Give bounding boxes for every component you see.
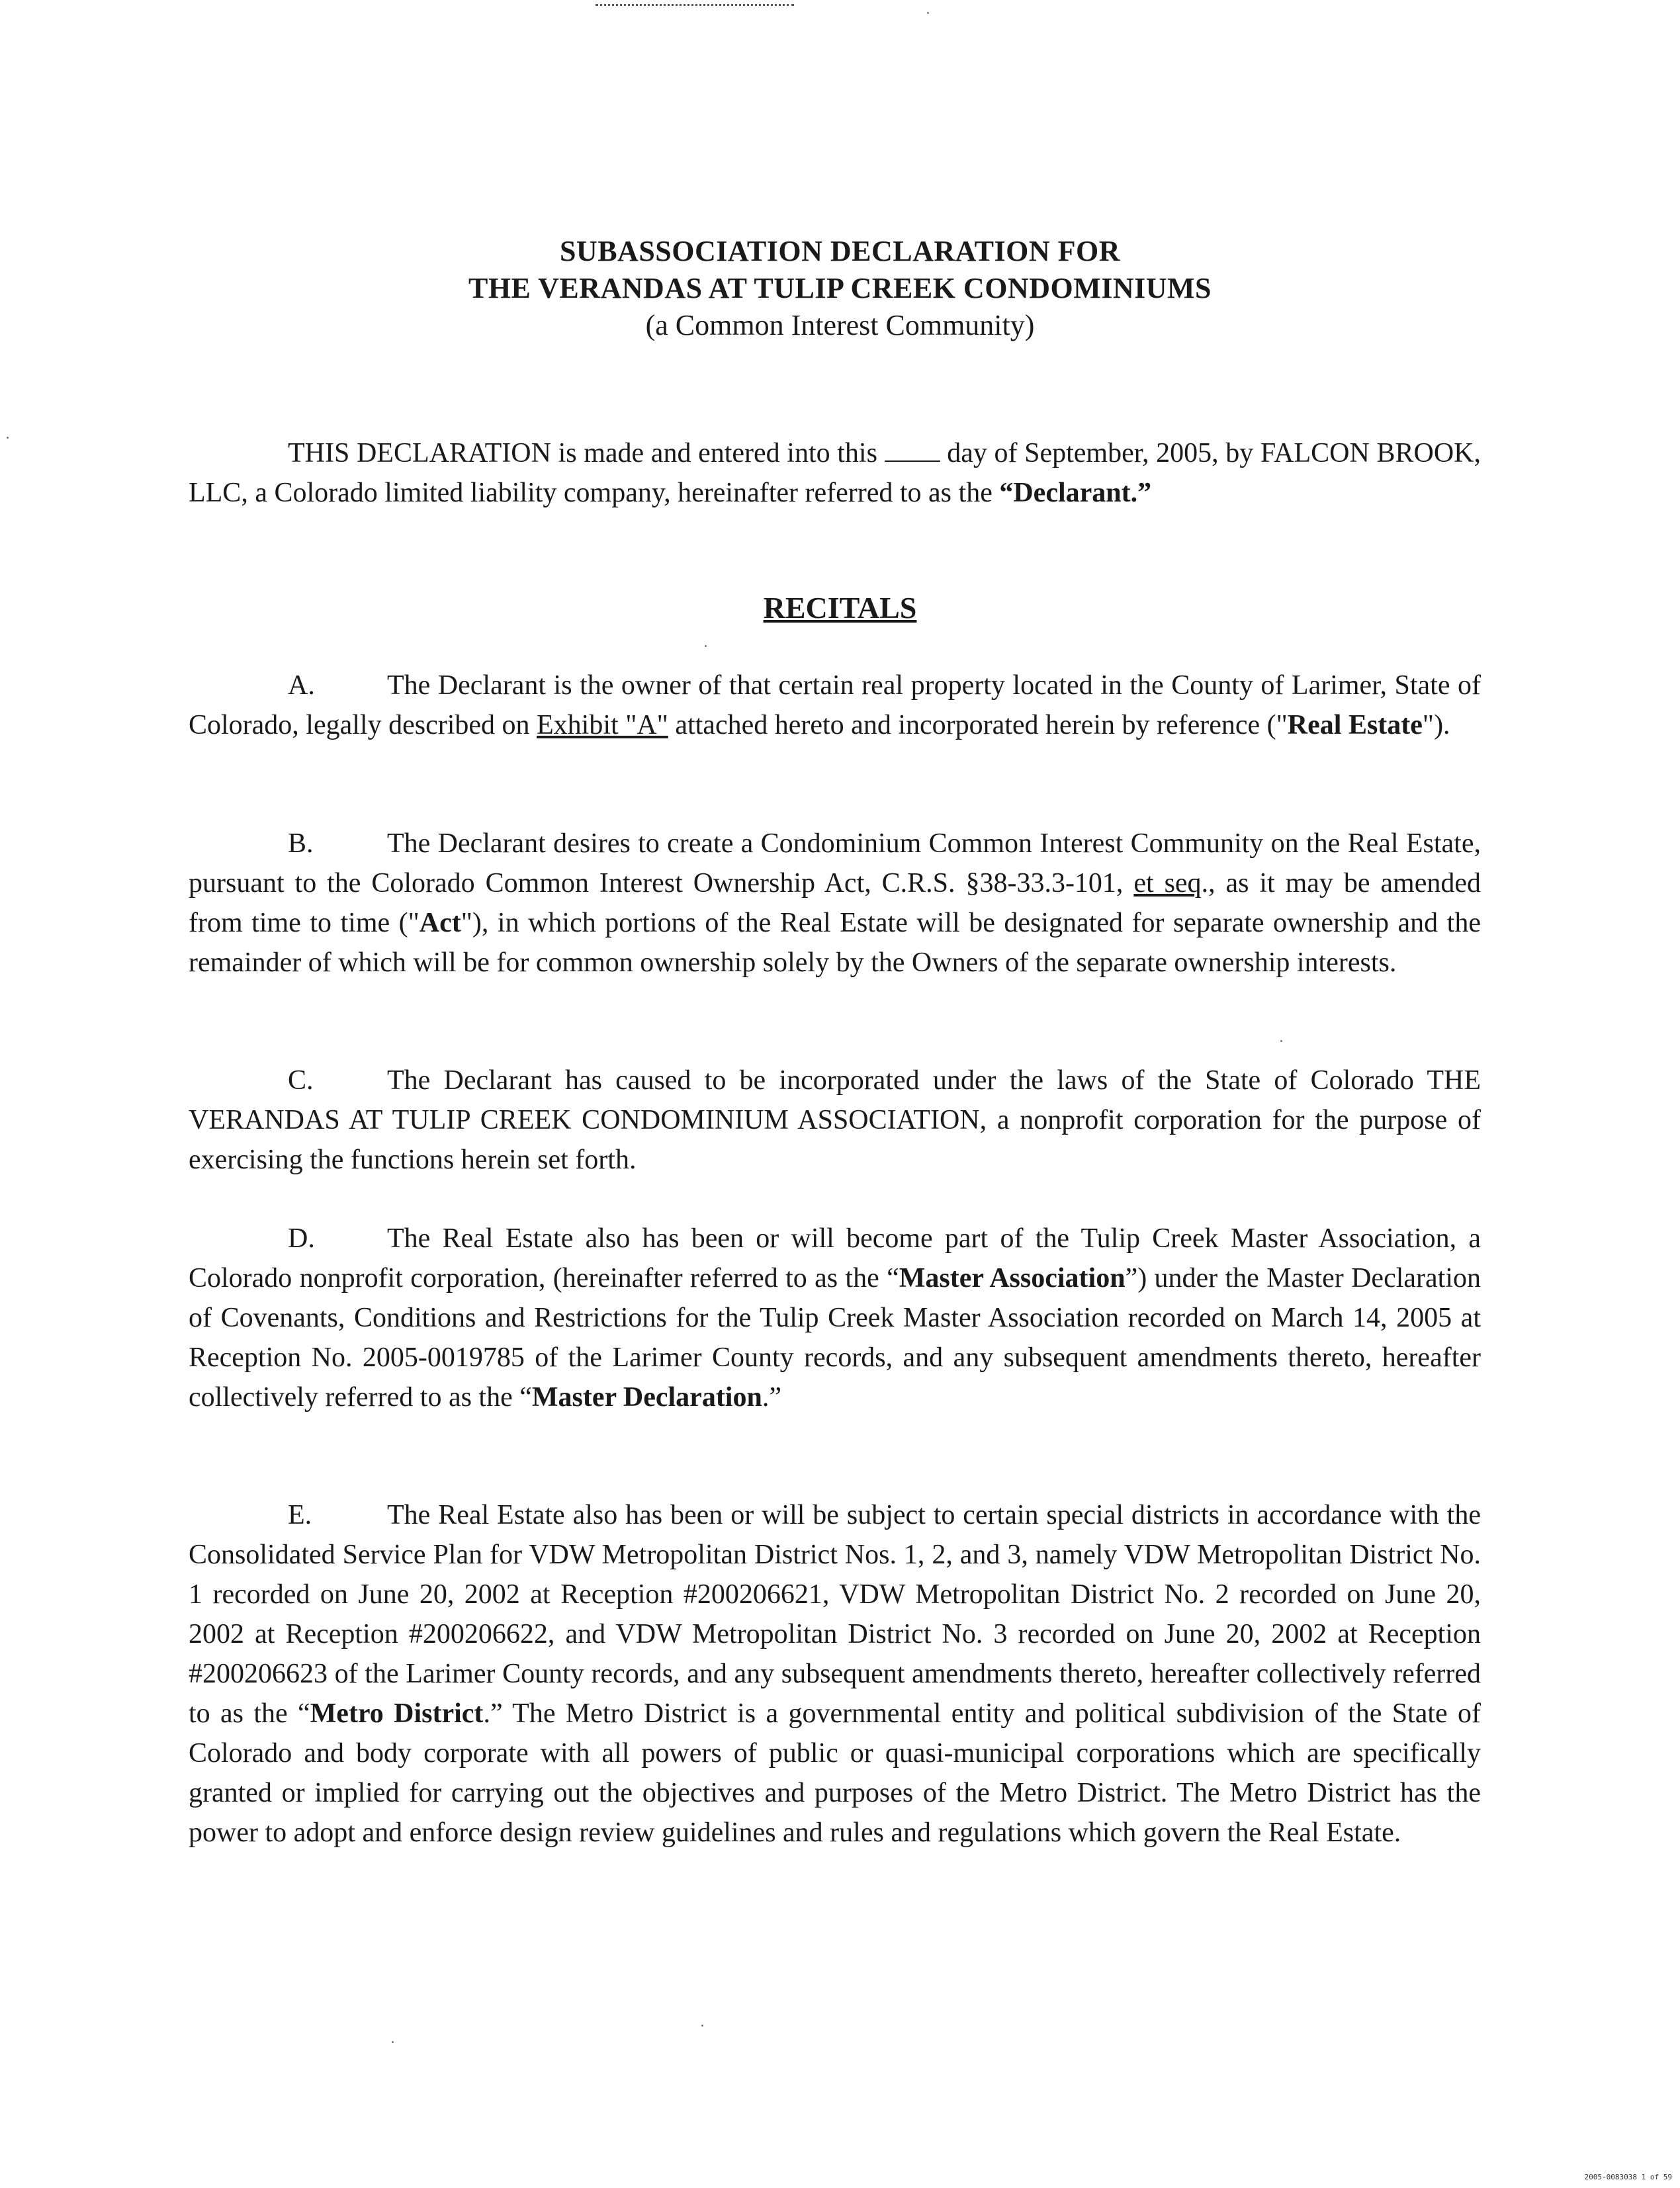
recital-d: D. The Real Estate also has been or will become part of the Tulip Creek Master Association, a Colorado nonprofit corporation, (hereinafter referred to as the “Master Association”) under the Master Declaration of Covenants, Conditions and Restrictions for the Tulip Creek Master Association recorded on March 14, 2005 at Reception No. 2005-0019785 of the Larimer County records, and any subsequent amendments thereto, hereafter collectively referred to as the “Master Declaration.” (189, 1219, 1481, 1417)
recital-c: C. The Declarant has caused to be incorporated under the laws of the State of Colorado THE VERANDAS AT TULIP CREEK CONDOMINIUM ASSOCIATION, a nonprofit corporation for the purpose of exercising the functions herein set forth. (189, 1061, 1481, 1180)
top-scan-rule (596, 0, 794, 6)
metro-district-term: Metro District (310, 1698, 484, 1729)
title-line-3: (a Common Interest Community) (645, 309, 1035, 341)
title-line-2: THE VERANDAS AT TULIP CREEK CONDOMINIUMS (468, 272, 1212, 304)
real-estate-term: Real Estate (1287, 710, 1423, 740)
recital-a-label: A. (288, 670, 315, 701)
scan-speck (927, 12, 929, 14)
exhibit-a-reference: Exhibit "A" (537, 710, 668, 740)
scan-speck (7, 437, 9, 439)
recital-e: E. The Real Estate also has been or will be subject to certain special districts in accordance with the Consolidated Service Plan for VDW Metropolitan District Nos. 1, 2, and 3, namely VDW Metropolitan District No. 1 recorded on June 20, 2002 at Reception #200206621, VDW Metropolitan District No. 2 recorded on June 20, 2002 at Reception #200206622, and VDW Metropolitan District No. 3 recorded on June 20, 2002 at Reception #200206623 of the Larimer County records, and any subsequent amendments thereto, hereafter collectively referred to as the “Metro District.” The Metro District is a governmental entity and political subdivision of the State of Colorado and body corporate with all powers of public or quasi-municipal corporations which are specifically granted or implied for carrying out the objectives and purposes of the Metro District. The Metro District has the power to adopt and enforce design review guidelines and rules and regulations which govern the Real Estate. (189, 1495, 1481, 1853)
recital-c-label: C. (288, 1065, 314, 1096)
recital-b: B. The Declarant desires to create a Condominium Common Interest Community on the Real Estate, pursuant to the Colorado Common Interest Ownership Act, C.R.S. §38-33.3-101, et seq., as it may be amended from time to time ("Act"), in which portions of the Real Estate will be designated for separate ownership and the remainder of which will be for common ownership solely by the Owners of the separate ownership interests. (189, 824, 1481, 983)
act-term: Act (419, 908, 461, 938)
et-seq: et seq (1133, 868, 1202, 898)
document-title (0, 233, 1680, 344)
recital-e-label: E. (288, 1500, 312, 1530)
scan-speck (392, 2041, 394, 2043)
recording-stamp: 2005-0083038 1 of 59 (1584, 2173, 1672, 2181)
scan-speck (1280, 1040, 1282, 1042)
title-line-1: SUBASSOCIATION DECLARATION FOR (559, 235, 1121, 267)
master-declaration-term: Master Declaration (531, 1382, 762, 1413)
recitals-heading: RECITALS (763, 591, 917, 625)
intro-paragraph: THIS DECLARATION is made and entered into this day of September, 2005, by FALCON BROOK, LLC, a Colorado limited liability company, hereinafter referred to as the “Declarant.” (189, 438, 1481, 508)
recital-b-label: B. (288, 828, 314, 859)
recital-a: A. The Declarant is the owner of that certain real property located in the County of Larimer, State of Colorado, legally described on Exhibit "A" attached hereto and incorporated herein by reference ("Real Estate"). (189, 666, 1481, 745)
scan-speck (705, 645, 707, 647)
master-association-term: Master Association (899, 1263, 1126, 1293)
scan-speck (701, 2025, 703, 2027)
recital-d-label: D. (288, 1223, 315, 1254)
date-blank (885, 438, 940, 462)
declarant-term: “Declarant.” (999, 478, 1152, 508)
